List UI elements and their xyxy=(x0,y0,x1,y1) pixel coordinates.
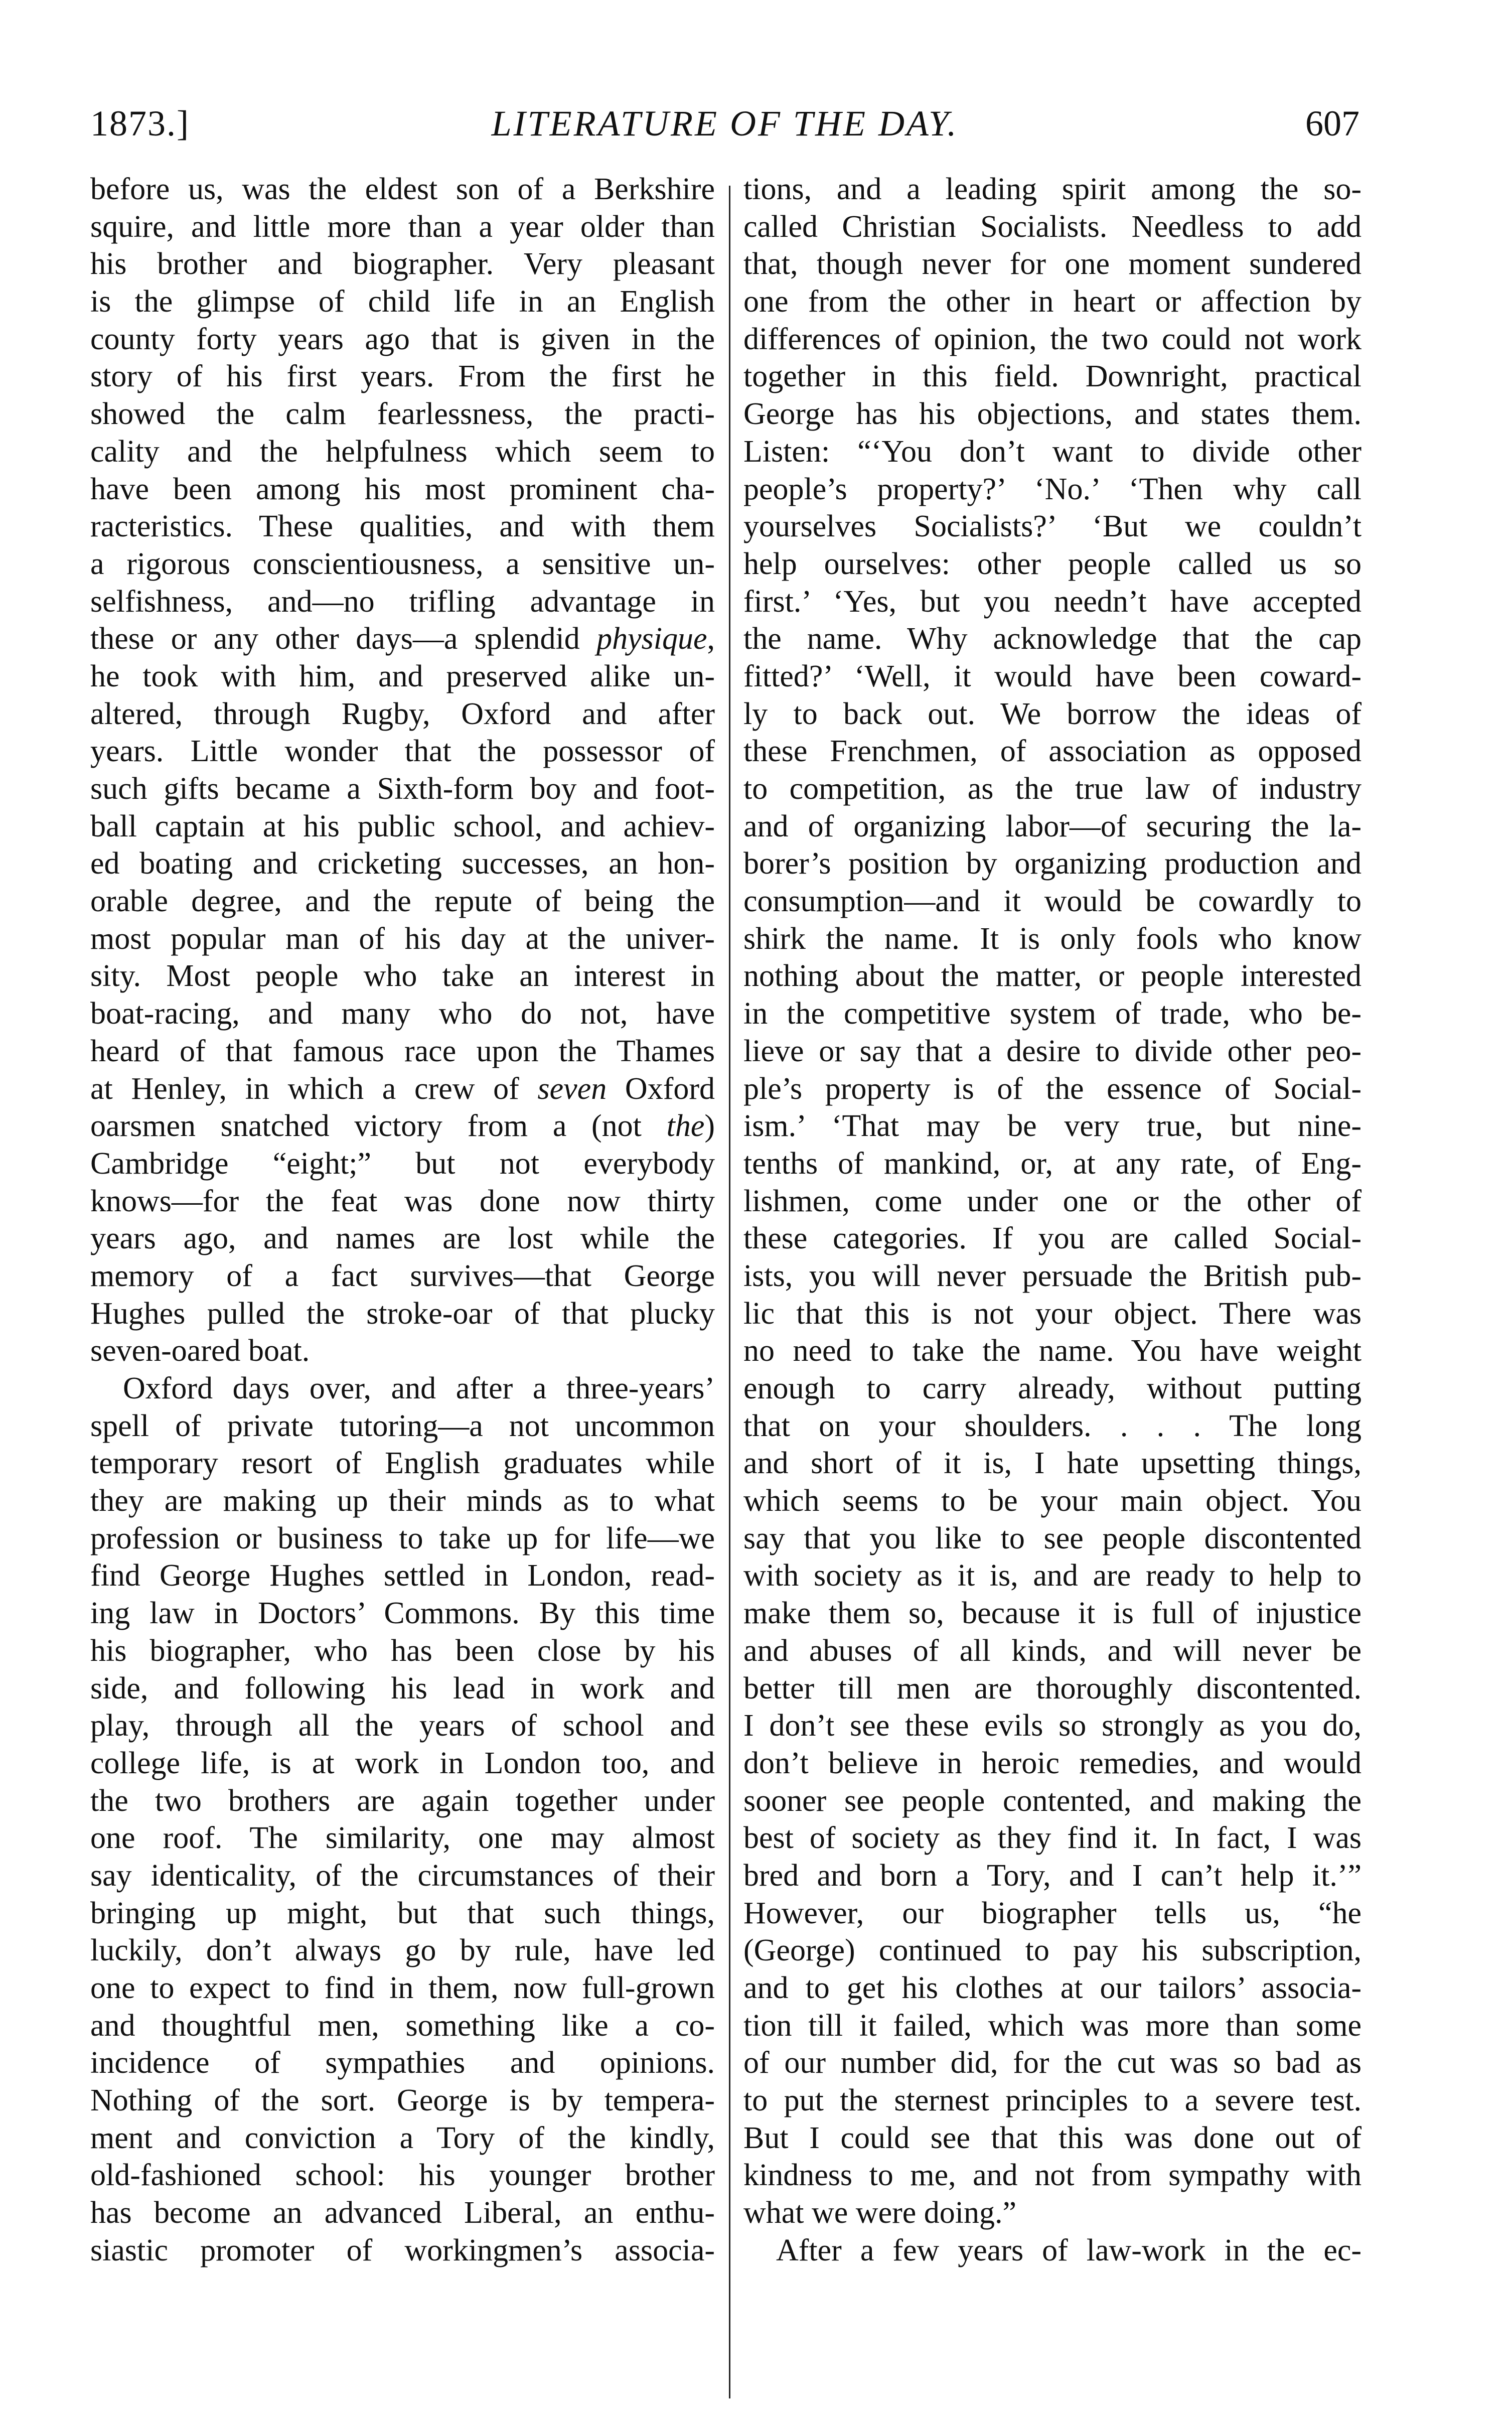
text-line xyxy=(90,695,715,733)
text-line xyxy=(90,171,715,208)
line-text: and short of it is, I hate upsetting things, xyxy=(743,1446,1362,1481)
header-year: 1873.] xyxy=(90,103,190,144)
line-text: memory of a fact survives—that George xyxy=(90,1258,715,1293)
text-line xyxy=(90,1220,715,1257)
line-text: his biographer, who has been close by his xyxy=(90,1633,715,1668)
line-text: to put the sternest principles to a severe test. xyxy=(743,2083,1362,2118)
text-line xyxy=(743,395,1362,433)
text-line xyxy=(90,1070,715,1108)
line-text: years. Little wonder that the possessor of xyxy=(90,734,715,769)
line-text: boat-racing, and many who do not, have xyxy=(90,997,715,1031)
line-text: such gifts became a Sixth-form boy and foot- xyxy=(90,772,715,806)
line-text: have been among his most prominent cha- xyxy=(90,472,715,506)
text-line xyxy=(743,995,1362,1033)
text-line xyxy=(90,1145,715,1183)
text-line xyxy=(743,545,1362,583)
line-text: and of organizing labor—of securing the la- xyxy=(743,809,1362,843)
text-line xyxy=(90,1745,715,1782)
text-line xyxy=(90,1707,715,1745)
line-text: kindness to me, and not from sympathy with xyxy=(743,2158,1362,2193)
text-line xyxy=(90,1183,715,1220)
text-line xyxy=(90,545,715,583)
text-line xyxy=(90,1370,715,1407)
text-line xyxy=(90,2082,715,2119)
text-line xyxy=(90,2119,715,2157)
line-text: differences of opinion, the two could not work xyxy=(743,322,1362,356)
left-column xyxy=(90,171,715,2269)
text-line xyxy=(90,1857,715,1895)
text-line xyxy=(743,1407,1362,1445)
line-text: sooner see people contented, and making the xyxy=(743,1783,1362,1818)
text-line xyxy=(743,1932,1362,1969)
line-text: county forty years ago that is given in the xyxy=(90,322,715,356)
line-text: and thoughtful men, something like a co- xyxy=(90,2008,715,2043)
line-text: best of society as they find it. In fact, I was xyxy=(743,1821,1362,1856)
text-line xyxy=(743,620,1362,658)
text-line xyxy=(743,1857,1362,1895)
text-line xyxy=(90,1445,715,1482)
running-title: LITERATURE OF THE DAY. xyxy=(491,103,959,144)
line-text: of our number did, for the cut was so bad as xyxy=(743,2046,1362,2080)
text-line xyxy=(743,1707,1362,1745)
line-text: showed the calm fearlessness, the practi- xyxy=(90,397,715,432)
text-line xyxy=(90,2232,715,2269)
text-line xyxy=(743,208,1362,246)
line-text: cality and the helpfulness which seem to xyxy=(90,434,715,469)
line-text: However, our biographer tells us, “he xyxy=(743,1896,1362,1930)
line-text: story of his first years. From the first he xyxy=(90,359,715,394)
text-line xyxy=(743,508,1362,545)
line-text: in the competitive system of trade, who be- xyxy=(743,997,1362,1031)
line-text: say that you like to see people discontented xyxy=(743,1521,1362,1555)
text-line xyxy=(90,1107,715,1145)
line-text: bringing up might, but that such things, xyxy=(90,1896,715,1930)
text-line xyxy=(90,1407,715,1445)
line-text: one roof. The similarity, one may almost xyxy=(90,1821,715,1856)
line-text: at Henley, in which a crew of xyxy=(90,1071,538,1106)
line-text: old-fashioned school: his younger brother xyxy=(90,2158,715,2193)
text-line xyxy=(743,2194,1362,2232)
line-text: and abuses of all kinds, and will never be xyxy=(743,1633,1362,1668)
line-text: make them so, because it is full of injustice xyxy=(743,1596,1362,1631)
line-text: nothing about the matter, or people interested xyxy=(743,959,1362,993)
text-line xyxy=(743,1107,1362,1145)
line-text: what we were doing.” xyxy=(743,2196,1017,2230)
line-text: is the glimpse of child life in an English xyxy=(90,285,715,319)
running-header xyxy=(90,103,1359,158)
line-text: no need to take the name. You have weight xyxy=(743,1334,1362,1368)
line-text: incidence of sympathies and opinions. xyxy=(90,2046,715,2080)
text-line xyxy=(90,883,715,920)
text-line xyxy=(743,1520,1362,1557)
line-text: ed boating and cricketing successes, an hon- xyxy=(90,846,715,881)
text-line xyxy=(743,1482,1362,1520)
text-line xyxy=(743,1969,1362,2007)
line-text: I don’t see these evils so strongly as you do, xyxy=(743,1709,1362,1743)
line-text: selfishness, and—no trifling advantage in xyxy=(90,584,715,619)
text-line xyxy=(743,1070,1362,1108)
line-text: called Christian Socialists. Needless to add xyxy=(743,209,1362,244)
text-line xyxy=(743,2082,1362,2119)
line-text: After a few years of law-work in the ec- xyxy=(776,2233,1362,2267)
text-line xyxy=(90,808,715,845)
text-line xyxy=(743,1895,1362,1932)
line-text: altered, through Rugby, Oxford and after xyxy=(90,696,715,731)
line-text: Hughes pulled the stroke-oar of that plucky xyxy=(90,1296,715,1331)
line-text: these Frenchmen, of association as opposed xyxy=(743,734,1362,769)
right-column xyxy=(743,171,1362,2269)
line-text: temporary resort of English graduates while xyxy=(90,1446,715,1481)
text-line xyxy=(90,1895,715,1932)
line-text: borer’s position by organizing production and xyxy=(743,846,1362,881)
text-line xyxy=(743,245,1362,283)
text-line xyxy=(743,1670,1362,1708)
line-text: (George) continued to pay his subscription, xyxy=(743,1933,1362,1968)
text-line xyxy=(743,695,1362,733)
line-text: shirk the name. It is only fools who know xyxy=(743,921,1362,956)
line-text: racteristics. These qualities, and with them xyxy=(90,509,715,544)
line-text: a rigorous conscientiousness, a sensitive un- xyxy=(90,546,715,581)
text-line xyxy=(90,1295,715,1333)
line-text: siastic promoter of workingmen’s associa- xyxy=(90,2233,715,2267)
text-line xyxy=(90,2194,715,2232)
line-text: they are making up their minds as to what xyxy=(90,1484,715,1518)
text-line xyxy=(743,1332,1362,1370)
italic-word: seven xyxy=(537,1071,607,1106)
line-text: years ago, and names are lost while the xyxy=(90,1221,715,1256)
line-text: enough to carry already, without putting xyxy=(743,1371,1362,1405)
text-line xyxy=(743,920,1362,958)
text-line xyxy=(90,1932,715,1969)
line-text: better till men are thoroughly discontented. xyxy=(743,1671,1362,1706)
line-text: Nothing of the sort. George is by tempera- xyxy=(90,2083,715,2118)
line-text: to competition, as the true law of industry xyxy=(743,772,1362,806)
text-line xyxy=(743,2232,1362,2269)
text-line xyxy=(743,883,1362,920)
line-text: lic that this is not your object. There was xyxy=(743,1296,1362,1331)
line-text: tions, and a leading spirit among the so- xyxy=(743,172,1362,206)
line-text: first.’ ‘Yes, but you needn’t have accepted xyxy=(743,584,1362,619)
text-line xyxy=(90,583,715,621)
line-text: say identicality, of the circumstances of their xyxy=(90,1858,715,1893)
text-line xyxy=(90,2044,715,2082)
text-line xyxy=(743,1557,1362,1595)
line-text: before us, was the eldest son of a Berkshire xyxy=(90,172,715,206)
text-line xyxy=(743,1220,1362,1257)
line-text: heard of that famous race upon the Thames xyxy=(90,1034,715,1068)
text-line xyxy=(743,1257,1362,1295)
text-line xyxy=(90,845,715,883)
text-line xyxy=(90,1482,715,1520)
line-text: college life, is at work in London too, and xyxy=(90,1746,715,1780)
text-line xyxy=(90,770,715,808)
line-text: find George Hughes settled in London, read- xyxy=(90,1558,715,1593)
text-line xyxy=(743,583,1362,621)
line-text: sity. Most people who take an interest in xyxy=(90,959,715,993)
line-text: one to expect to find in them, now full-grown xyxy=(90,1971,715,2005)
text-line xyxy=(743,471,1362,508)
line-text: ly to back out. We borrow the ideas of xyxy=(743,696,1362,731)
line-text: that, though never for one moment sundered xyxy=(743,247,1362,281)
line-text: ism.’ ‘That may be very true, but nine- xyxy=(743,1109,1362,1144)
text-line xyxy=(90,2157,715,2194)
text-line xyxy=(90,358,715,395)
line-text: Listen: “‘You don’t want to divide other xyxy=(743,434,1362,469)
text-line xyxy=(743,1295,1362,1333)
text-line xyxy=(90,1557,715,1595)
text-line xyxy=(743,2119,1362,2157)
line-text: bred and born a Tory, and I can’t help it.’” xyxy=(743,1858,1362,1893)
text-line xyxy=(743,658,1362,695)
line-text: consumption—and it would be cowardly to xyxy=(743,884,1362,919)
line-text: spell of private tutoring—a not uncommon xyxy=(90,1408,715,1443)
text-line xyxy=(743,1370,1362,1407)
line-text-after: Oxford xyxy=(607,1071,715,1106)
text-line xyxy=(743,283,1362,321)
text-line xyxy=(743,1782,1362,1820)
text-line xyxy=(90,471,715,508)
text-line xyxy=(90,395,715,433)
line-text: and to get his clothes at our tailors’ associa- xyxy=(743,1971,1362,2005)
text-line xyxy=(90,920,715,958)
line-text: orable degree, and the repute of being the xyxy=(90,884,715,919)
text-line xyxy=(743,2157,1362,2194)
text-line xyxy=(743,957,1362,995)
text-line xyxy=(743,1632,1362,1670)
text-line xyxy=(743,733,1362,770)
line-text: lishmen, come under one or the other of xyxy=(743,1184,1362,1218)
line-text-after: , xyxy=(707,622,715,656)
line-text: the two brothers are again together under xyxy=(90,1783,715,1818)
line-text: tion till it failed, which was more than some xyxy=(743,2008,1362,2043)
text-line xyxy=(90,957,715,995)
text-line xyxy=(90,1332,715,1370)
text-line xyxy=(90,321,715,358)
text-line xyxy=(743,171,1362,208)
line-text: these or any other days—a splendid xyxy=(90,622,597,656)
text-line xyxy=(90,1670,715,1708)
text-line xyxy=(743,1145,1362,1183)
line-text: tenths of mankind, or, at any rate, of Eng- xyxy=(743,1146,1362,1181)
text-line xyxy=(90,208,715,246)
text-line xyxy=(90,1782,715,1820)
line-text: ple’s property is of the essence of Social- xyxy=(743,1071,1362,1106)
text-line xyxy=(90,1033,715,1070)
line-text: that on your shoulders. . . . The long xyxy=(743,1408,1362,1443)
line-text: together in this field. Downright, practical xyxy=(743,359,1362,394)
line-text: fitted?’ ‘Well, it would have been coward- xyxy=(743,659,1362,693)
line-text: help ourselves: other people called us so xyxy=(743,546,1362,581)
text-line xyxy=(743,845,1362,883)
text-line xyxy=(743,1033,1362,1070)
line-text: But I could see that this was done out of xyxy=(743,2120,1362,2155)
text-line xyxy=(743,1745,1362,1782)
text-line xyxy=(90,620,715,658)
line-text: ists, you will never persuade the British pub- xyxy=(743,1258,1362,1293)
text-line xyxy=(90,1969,715,2007)
line-text: the name. Why acknowledge that the cap xyxy=(743,622,1362,656)
line-text: he took with him, and preserved alike un- xyxy=(90,659,715,693)
text-line xyxy=(90,658,715,695)
text-line xyxy=(743,2007,1362,2045)
line-text: ball captain at his public school, and achiev- xyxy=(90,809,715,843)
text-line xyxy=(743,1595,1362,1632)
line-text: Cambridge “eight;” but not everybody xyxy=(90,1146,715,1181)
line-text: most popular man of his day at the univer- xyxy=(90,921,715,956)
text-line xyxy=(90,508,715,545)
page-number: 607 xyxy=(1305,103,1359,144)
text-line xyxy=(90,1595,715,1632)
text-line xyxy=(90,433,715,471)
text-line xyxy=(743,1819,1362,1857)
line-text: people’s property?’ ‘No.’ ‘Then why call xyxy=(743,472,1362,506)
line-text: don’t believe in heroic remedies, and would xyxy=(743,1746,1362,1780)
text-line xyxy=(90,2007,715,2045)
line-text: lieve or say that a desire to divide other peo- xyxy=(743,1034,1362,1068)
text-line xyxy=(743,358,1362,395)
line-text: these categories. If you are called Social- xyxy=(743,1221,1362,1256)
text-line xyxy=(743,770,1362,808)
line-text: side, and following his lead in work and xyxy=(90,1671,715,1706)
text-line xyxy=(743,321,1362,358)
text-line xyxy=(90,245,715,283)
text-line xyxy=(90,1632,715,1670)
line-text: ment and conviction a Tory of the kindly, xyxy=(90,2120,715,2155)
line-text: George has his objections, and states them. xyxy=(743,397,1362,432)
italic-word: the xyxy=(666,1109,705,1144)
text-line xyxy=(743,433,1362,471)
line-text: oarsmen snatched victory from a (not xyxy=(90,1109,667,1144)
text-line xyxy=(743,1445,1362,1482)
line-text: has become an advanced Liberal, an enthu- xyxy=(90,2196,715,2230)
column-divider xyxy=(729,186,730,2398)
line-text: knows—for the feat was done now thirty xyxy=(90,1184,715,1218)
text-line xyxy=(743,1183,1362,1220)
text-line xyxy=(90,1520,715,1557)
line-text: his brother and biographer. Very pleasant xyxy=(90,247,715,281)
line-text: yourselves Socialists?’ ‘But we couldn’t xyxy=(743,509,1362,544)
line-text: Oxford days over, and after a three-years’ xyxy=(123,1371,715,1405)
line-text: ing law in Doctors’ Commons. By this time xyxy=(90,1596,715,1631)
line-text: profession or business to take up for life—we xyxy=(90,1521,715,1555)
text-line xyxy=(90,995,715,1033)
text-line xyxy=(90,1819,715,1857)
text-line xyxy=(743,808,1362,845)
text-line xyxy=(743,2044,1362,2082)
line-text-after: ) xyxy=(704,1109,715,1144)
line-text: with society as it is, and are ready to help to xyxy=(743,1558,1362,1593)
line-text: squire, and little more than a year older than xyxy=(90,209,715,244)
text-line xyxy=(90,733,715,770)
text-line xyxy=(90,1257,715,1295)
italic-word: physique xyxy=(596,622,707,656)
line-text: play, through all the years of school and xyxy=(90,1709,715,1743)
line-text: seven-oared boat. xyxy=(90,1334,310,1368)
text-line xyxy=(90,283,715,321)
line-text: luckily, don’t always go by rule, have led xyxy=(90,1933,715,1968)
line-text: which seems to be your main object. You xyxy=(743,1484,1362,1518)
line-text: one from the other in heart or affection by xyxy=(743,285,1362,319)
